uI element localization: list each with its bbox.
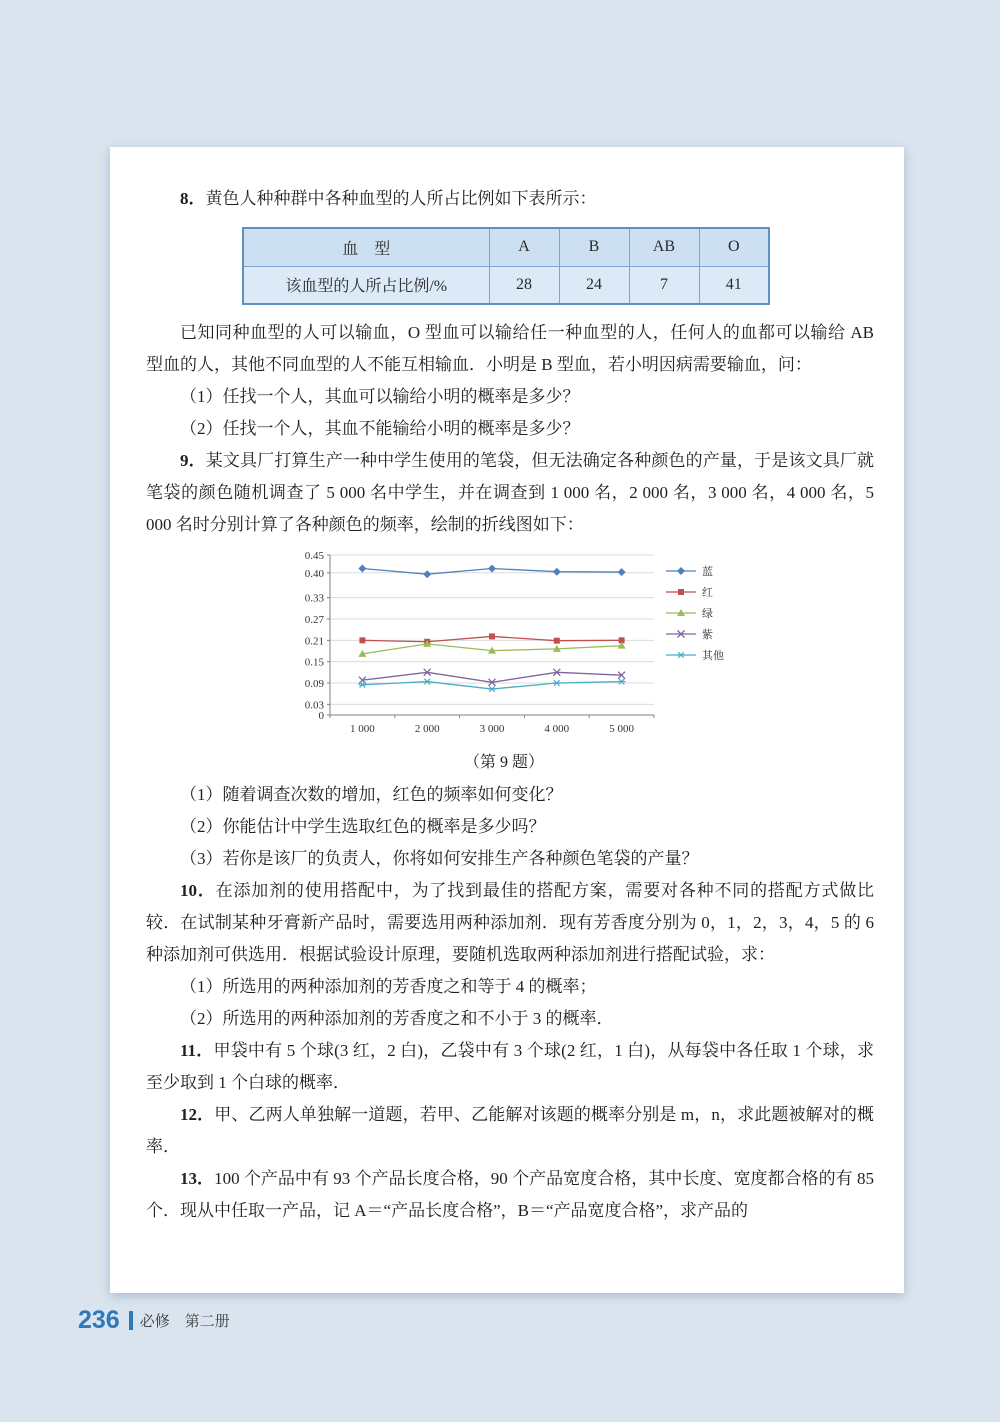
svg-text:4 000: 4 000 xyxy=(544,723,570,735)
svg-text:蓝: 蓝 xyxy=(702,566,713,578)
page-footer xyxy=(78,1306,230,1335)
table-cell-value-B: 24 xyxy=(559,266,629,304)
svg-text:红: 红 xyxy=(702,587,713,599)
problem-9-question-3: （3）若你是该厂的负责人，你将如何安排生产各种颜色笔袋的产量？ xyxy=(180,849,699,868)
problem-9-intro xyxy=(146,445,874,541)
svg-text:0.40: 0.40 xyxy=(304,567,324,580)
page-number: 236 xyxy=(78,1306,120,1334)
blood-type-table xyxy=(242,227,770,305)
problem-9-line-chart xyxy=(284,547,754,747)
problem-12-number: 12． xyxy=(180,1105,215,1124)
problem-8-question-1: （1）任找一个人，其血可以输给小明的概率是多少？ xyxy=(180,387,580,406)
problem-11-number: 11． xyxy=(180,1041,214,1060)
table-cell-value-AB: 7 xyxy=(629,266,699,304)
problem-8-intro-text: 黄色人种种群中各种血型的人所占比例如下表所示： xyxy=(205,189,597,208)
problem-12-body-text: 甲、乙两人单独解一道题，若甲、乙能解对该题的概率分别是 m，n，求此题被解对的概率． xyxy=(146,1105,874,1156)
table-cell-row-label: 该血型的人所占比例/% xyxy=(243,266,489,304)
footer-divider xyxy=(129,1311,133,1330)
table-cell-A: A xyxy=(489,228,559,266)
table-cell-O: O xyxy=(699,228,769,266)
svg-text:2 000: 2 000 xyxy=(414,723,440,735)
problem-10-number: 10． xyxy=(180,881,216,900)
problem-10-question-1: （1）所选用的两种添加剂的芳香度之和等于 4 的概率； xyxy=(180,977,597,996)
problem-11-body-text: 甲袋中有 5 个球(3 红，2 白)，乙袋中有 3 个球(2 红，1 白)，从每袋中各任取 1 个球，求至少取到 1 个白球的概率． xyxy=(146,1041,874,1092)
problem-9-question-2: （2）你能估计中学生选取红色的概率是多少吗？ xyxy=(180,817,546,836)
svg-text:0.15: 0.15 xyxy=(304,656,324,669)
problem-9-number: 9． xyxy=(180,451,206,470)
svg-text:0.27: 0.27 xyxy=(304,614,324,626)
problem-8-body: 已知同种血型的人可以输血，O 型血可以输给任一种血型的人，任何人的血都可以输给 AB 型血的人，其他不同血型的人不能互相输血．小明是 B 型血，若小明因病需要输血，问： xyxy=(146,323,874,374)
svg-text:绿: 绿 xyxy=(702,608,713,620)
table-cell-blood-type: 血 型 xyxy=(243,228,489,266)
svg-text:0.09: 0.09 xyxy=(304,678,324,690)
svg-text:5 000: 5 000 xyxy=(609,723,634,735)
table-cell-B: B xyxy=(559,228,629,266)
chart-series-line xyxy=(362,672,621,682)
svg-text:0: 0 xyxy=(318,710,324,722)
problem-9-question-1: （1）随着调查次数的增加，红色的频率如何变化？ xyxy=(180,785,563,804)
table-cell-AB: AB xyxy=(629,228,699,266)
problem-8-number: 8． xyxy=(180,189,206,208)
svg-text:0.45: 0.45 xyxy=(304,550,324,562)
svg-text:0.03: 0.03 xyxy=(304,699,324,712)
problem-13-number: 13． xyxy=(180,1169,215,1188)
svg-text:0.21: 0.21 xyxy=(304,635,324,648)
problem-10-body-text: 在添加剂的使用搭配中，为了找到最佳的搭配方案，需要对各种不同的搭配方式做比较．在试制某种牙膏新产品时，需要选用两种添加剂．现有芳香度分别为 0，1，2，3，4，5 的 6 种添加剂可供选用．根据试验设计原理，要随机选取两种添加剂进行搭配试验，求： xyxy=(146,881,875,964)
problem-10-body xyxy=(146,875,874,971)
svg-text:0.33: 0.33 xyxy=(304,592,324,605)
problem-10-question-2: （2）所选用的两种添加剂的芳香度之和不小于 3 的概率． xyxy=(180,1009,614,1028)
book-title: 必修 第二册 xyxy=(139,1314,230,1330)
problem-13-body xyxy=(146,1163,874,1227)
chart-caption: （第 9 题） xyxy=(463,754,544,771)
svg-text:紫: 紫 xyxy=(702,629,713,641)
svg-text:1 000: 1 000 xyxy=(350,723,375,735)
problem-8-intro xyxy=(146,183,874,215)
problem-11-body xyxy=(146,1035,874,1099)
problem-8-question-2: （2）任找一个人，其血不能输给小明的概率是多少？ xyxy=(180,419,580,438)
table-data-row xyxy=(243,266,769,304)
problem-9-intro-text: 某文具厂打算生产一种中学生使用的笔袋，但无法确定各种颜色的产量，于是该文具厂就笔袋的颜色随机调查了 5 000 名中学生，并在调查到 1 000 名，2 000 名，3 000 名，4 000 名，5 000 名时分别计算了各种颜色的频率，绘制的折线图如下： xyxy=(146,451,875,534)
problem-12-body xyxy=(146,1099,874,1163)
table-cell-value-A: 28 xyxy=(489,266,559,304)
line-chart-svg xyxy=(284,547,754,747)
table-header-row xyxy=(243,228,769,266)
table-cell-value-O: 41 xyxy=(699,266,769,304)
problem-13-body-text: 100 个产品中有 93 个产品长度合格，90 个产品宽度合格，其中长度、宽度都合格的有 85 个．现从中任取一产品，记 A＝“产品长度合格”，B＝“产品宽度合格”，求产品的 xyxy=(146,1169,874,1220)
textbook-page xyxy=(110,147,904,1293)
svg-text:其他: 其他 xyxy=(702,650,724,662)
svg-text:3 000: 3 000 xyxy=(479,723,505,735)
